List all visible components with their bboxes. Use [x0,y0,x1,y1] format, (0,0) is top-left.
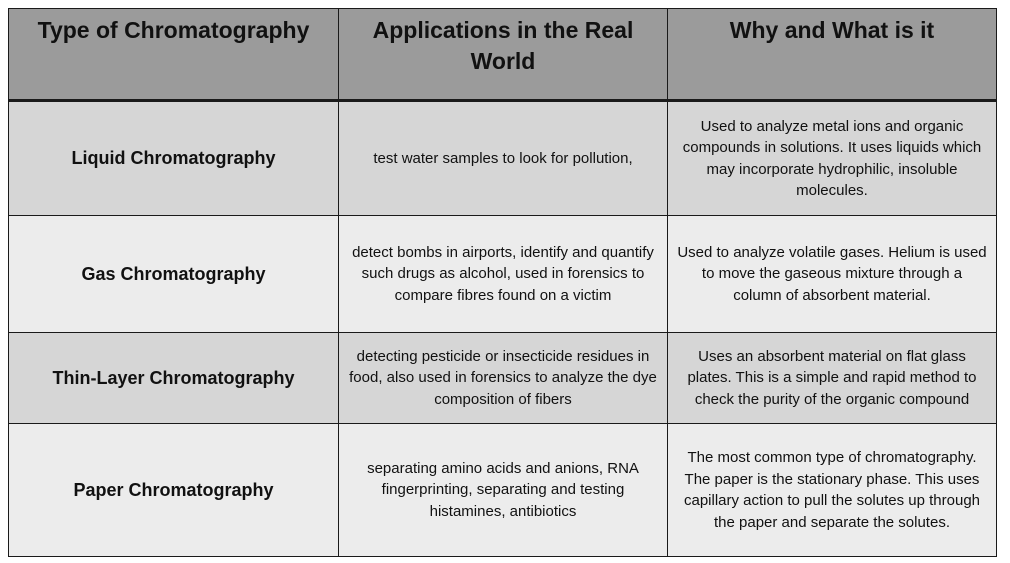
applications-cell: separating amino acids and anions, RNA fingerprinting, separating and testing histamines, antibiotics [339,424,668,557]
description-cell: The most common type of chromatography. The paper is the stationary phase. This uses capillary action to pull the solutes up through the paper and separate the solutes. [668,424,997,557]
header-applications: Applications in the Real World [339,9,668,101]
header-why-what: Why and What is it [668,9,997,101]
chromatography-table [8,8,997,557]
type-cell: Liquid Chromatography [9,101,339,216]
header-type: Type of Chromatography [9,9,339,101]
table-row-liquid [9,101,997,216]
description-cell: Uses an absorbent material on flat glass plates. This is a simple and rapid method to check the purity of the organic compound [668,333,997,424]
description-cell: Used to analyze metal ions and organic compounds in solutions. It uses liquids which may incorporate hydrophilic, insoluble molecules. [668,101,997,216]
table-row-gas [9,216,997,333]
type-cell: Paper Chromatography [9,424,339,557]
header-row [9,9,997,101]
description-cell: Used to analyze volatile gases. Helium is used to move the gaseous mixture through a column of absorbent material. [668,216,997,333]
type-cell: Thin-Layer Chromatography [9,333,339,424]
applications-cell: detecting pesticide or insecticide residues in food, also used in forensics to analyze the dye composition of fibers [339,333,668,424]
table-row-paper [9,424,997,557]
table-row-thin-layer [9,333,997,424]
applications-cell: test water samples to look for pollution, [339,101,668,216]
type-cell: Gas Chromatography [9,216,339,333]
applications-cell: detect bombs in airports, identify and quantify such drugs as alcohol, used in forensics to compare fibres found on a victim [339,216,668,333]
